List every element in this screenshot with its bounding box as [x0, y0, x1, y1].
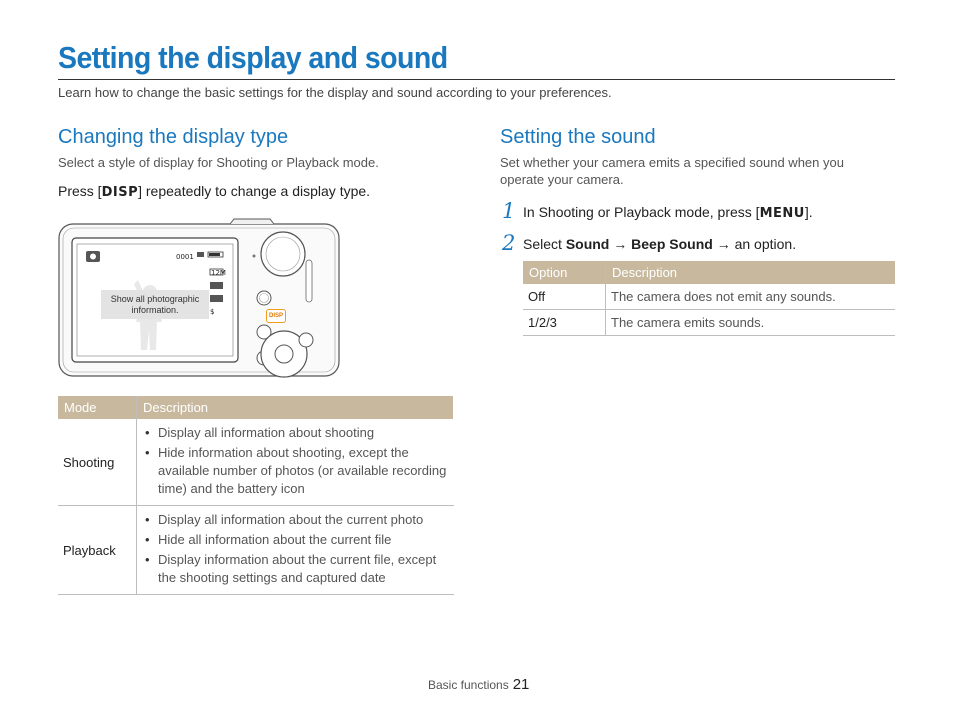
description-cell: The camera does not emit any sounds.	[606, 284, 896, 310]
description-cell: The camera emits sounds.	[606, 310, 896, 336]
arrow-icon: →	[609, 236, 632, 252]
list-item: • Display all information about shooting	[158, 424, 447, 444]
option-cell: 1/2/3	[523, 310, 606, 336]
sound-subtitle-line2: operate your camera.	[500, 172, 624, 187]
mode-cell: Shooting	[58, 419, 137, 506]
title-divider	[58, 79, 895, 80]
step-2-pre: Select	[523, 236, 566, 252]
disp-key-label: DISP	[101, 185, 139, 200]
step-number-2: 2	[502, 231, 516, 255]
sound-option-table	[523, 261, 895, 336]
display-type-instruction	[58, 183, 370, 200]
description-cell	[137, 419, 454, 506]
page-footer	[428, 676, 529, 693]
step-number-1: 1	[502, 199, 516, 223]
list-item: • Display information about the current file, except the shooting settings and captured date	[158, 551, 447, 589]
display-type-subtitle: Select a style of display for Shooting or Playback mode.	[58, 155, 379, 170]
table-row	[58, 419, 454, 506]
table-header-description: Description	[606, 261, 896, 284]
table-header-option: Option	[523, 261, 606, 284]
disp-button: DISP	[266, 309, 286, 323]
list-item: • Hide information about shooting, except the available number of photos (or available recording time) and the battery icon	[158, 444, 447, 500]
menu-key-label: MENU	[759, 206, 805, 221]
mode-cell: Playback	[58, 506, 137, 595]
step-2-text	[523, 236, 796, 252]
list-item: • Hide all information about the current file	[158, 531, 447, 551]
osd-shot-count: 0001	[176, 253, 194, 261]
arrow-icon: →	[712, 236, 735, 252]
step-1-post: ].	[804, 204, 813, 220]
instruction-text: Press [	[58, 183, 102, 199]
osd-callout: Show all photographic information.	[101, 290, 209, 319]
osd-resolution: 12M	[211, 269, 226, 277]
step-2-post: an option.	[734, 236, 797, 252]
menu-beep-sound: Beep Sound	[631, 236, 713, 252]
option-cell: Off	[523, 284, 606, 310]
table-header-mode: Mode	[58, 396, 137, 419]
list-item: • Display all information about the current photo	[158, 511, 447, 531]
step-1-text	[523, 204, 813, 221]
table-row	[523, 310, 895, 336]
sound-subtitle-line1: Set whether your camera emits a specified sound when you	[500, 155, 844, 170]
page-number: 21	[512, 676, 530, 693]
footer-section: Basic functions	[428, 678, 509, 692]
display-type-heading: Changing the display type	[58, 126, 289, 148]
menu-sound: Sound	[565, 236, 610, 252]
svg-text:$: $	[210, 308, 215, 316]
page-intro: Learn how to change the basic settings for the display and sound according to your preferences.	[58, 85, 612, 100]
table-row	[58, 506, 454, 595]
table-header-description: Description	[137, 396, 454, 419]
description-cell	[137, 506, 454, 595]
instruction-text-end: ] repeatedly to change a display type.	[138, 183, 371, 199]
step-1-pre: In Shooting or Playback mode, press [	[523, 204, 760, 220]
table-row	[523, 284, 895, 310]
sound-heading: Setting the sound	[500, 126, 656, 148]
display-mode-table	[58, 396, 454, 595]
page-title: Setting the display and sound	[58, 40, 448, 75]
